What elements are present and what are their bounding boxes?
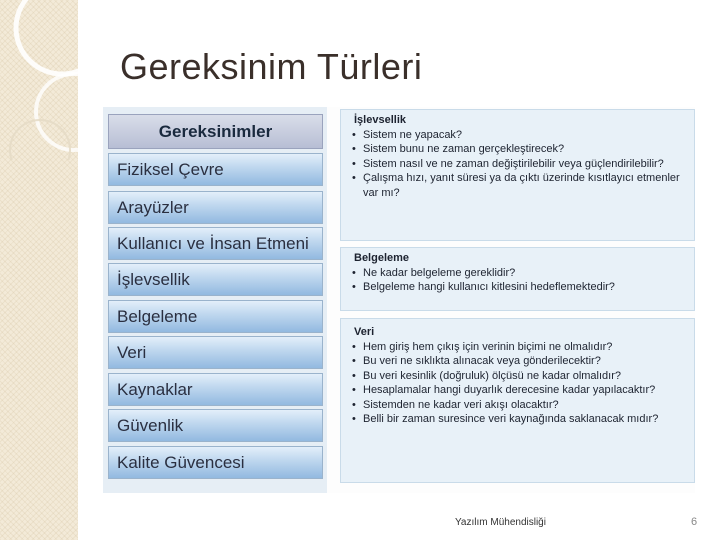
slide-footer: Yazılım Mühendisliği — [455, 517, 546, 528]
detail-bullet: • Hesaplamalar hangi duyarlık derecesine kadar yapılacaktır? — [363, 383, 688, 398]
detail-bullet: • Bu veri ne sıklıkta alınacak veya gönderilecektir? — [363, 354, 688, 369]
detail-bullet: • Çalışma hızı, yanıt süresi ya da çıktı üzerinde kısıtlayıcı etmenler var mı? — [363, 171, 688, 200]
detail-bullet: • Belli bir zaman suresince veri kaynağında saklanacak mıdır? — [363, 412, 688, 427]
detail-bullet: • Ne kadar belgeleme gereklidir? — [363, 266, 688, 281]
detail-bullet: • Hem giriş hem çıkış için verinin biçimi ne olmalıdır? — [363, 340, 688, 355]
requirement-item: Veri — [108, 336, 323, 369]
requirements-list-panel — [103, 107, 327, 493]
requirement-item: Kalite Güvencesi — [108, 446, 323, 479]
slide-title: Gereksinim Türleri — [120, 46, 423, 87]
detail-bullet: • Bu veri kesinlik (doğruluk) ölçüsü ne kadar olmalıdır? — [363, 369, 688, 384]
detail-box-heading: Veri — [354, 326, 375, 338]
detail-bullet: • Sistem ne yapacak? — [363, 128, 688, 143]
detail-box-belgeleme — [340, 247, 695, 311]
detail-bullet: • Belgeleme hangi kullanıcı kitlesini hedeflemektedir? — [363, 280, 688, 295]
detail-box-heading: Belgeleme — [354, 252, 410, 264]
requirement-item: İşlevsellik — [108, 263, 323, 296]
requirement-item: Arayüzler — [108, 191, 323, 224]
requirement-item: Fiziksel Çevre — [108, 153, 323, 186]
detail-bullet: • Sistemden ne kadar veri akışı olacaktır? — [363, 398, 688, 413]
detail-box-veri — [340, 318, 695, 483]
requirement-item: Belgeleme — [108, 300, 323, 333]
detail-box-islevsellik — [340, 109, 695, 241]
requirement-item: Güvenlik — [108, 409, 323, 442]
page-number: 6 — [691, 516, 698, 528]
detail-box-heading: İşlevsellik — [354, 114, 406, 126]
requirements-header: Gereksinimler — [108, 114, 323, 149]
detail-bullet: • Sistem nasıl ve ne zaman değiştirilebilir veya güçlendirilebilir? — [363, 157, 688, 172]
detail-bullet: • Sistem bunu ne zaman gerçekleştirecek? — [363, 142, 688, 157]
requirement-item: Kaynaklar — [108, 373, 323, 406]
requirements-figure — [103, 107, 695, 493]
requirement-item: Kullanıcı ve İnsan Etmeni — [108, 227, 323, 260]
